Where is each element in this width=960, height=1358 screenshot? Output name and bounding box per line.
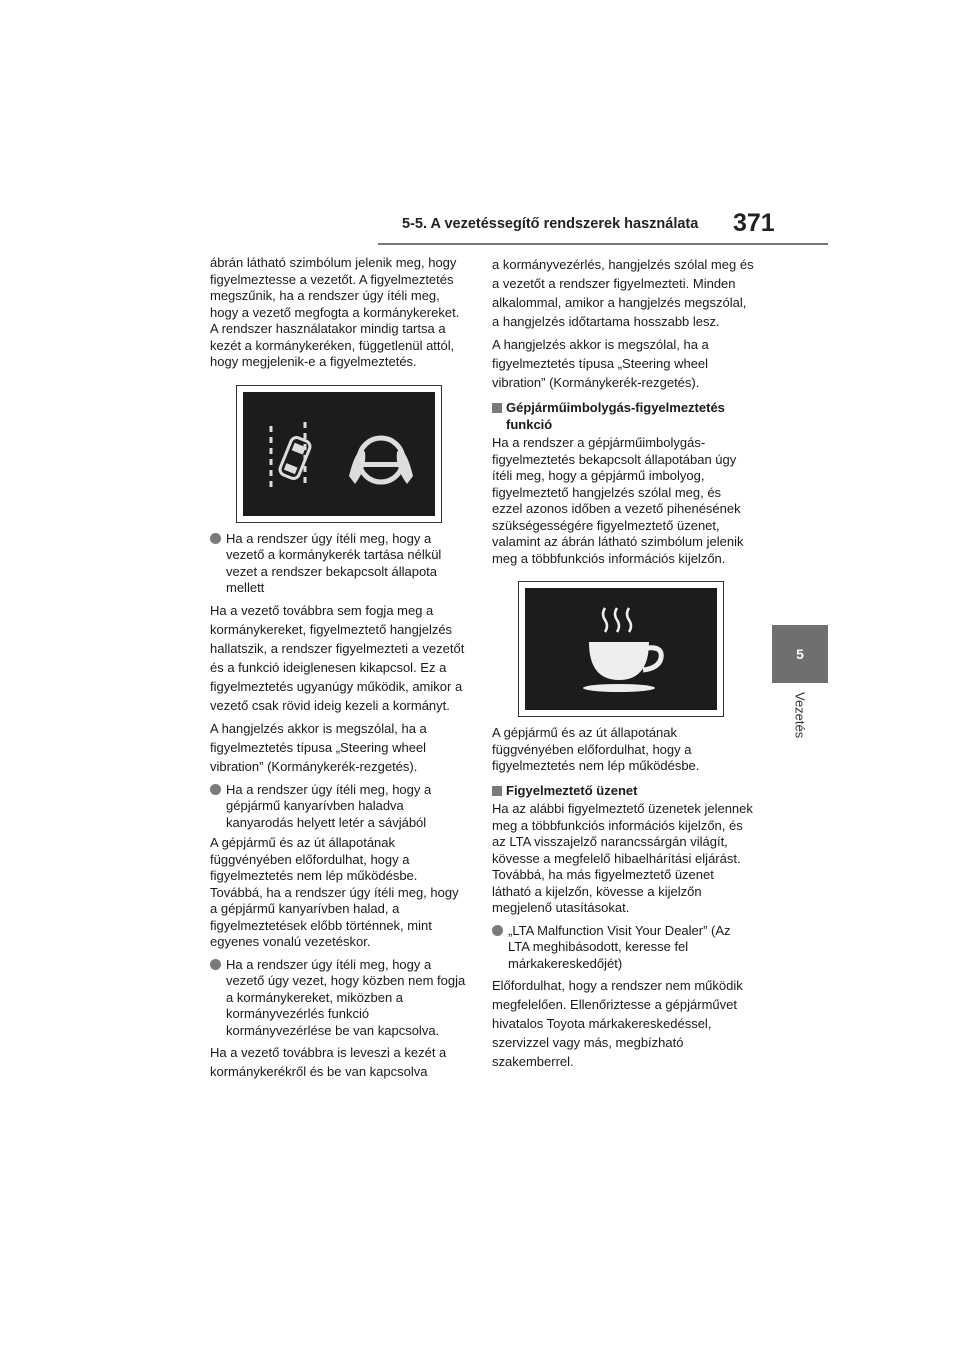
heading-text: Gépjárműimbolygás-figyelmeztetés funkció [506,400,725,432]
heading-square-icon [492,786,502,796]
chapter-label [789,692,811,762]
lane-warning-figure [236,385,442,523]
lane-warning-display [243,392,435,516]
body-paragraph: Ha az alábbi figyelmeztető üzenetek jelennek meg a többfunkciós információs kijelzőn, és az LTA visszajelző narancssárgán világít, kövesse a megfelelő hibaelhárítási eljárást. Továbbá, ha más figyelmeztető üzenet látható a kijelzőn, kövesse a kijelzőn megjelenő utasításokat. [492,801,753,915]
section-heading [492,400,754,433]
left-column [210,255,468,1085]
coffee-break-display [525,588,717,710]
bullet-item [492,923,754,973]
bullet-dot-icon [210,784,221,795]
body-paragraph: A hangjelzés akkor is megszólal, ha a figyelmeztetés típusa „Steering wheel vibration” (Kormánykerék-rezgetés). [492,337,709,390]
bullet-dot-icon [210,959,221,970]
coffee-cup-icon [525,588,717,710]
bullet-dot-icon [492,925,503,936]
body-paragraph: A gépjármű és az út állapotának függvényében előfordulhat, hogy a figyelmeztetés nem lép működésbe. [492,725,700,773]
bullet-item [210,531,468,597]
page-number: 371 [733,209,775,237]
section-title: 5-5. A vezetéssegítő rendszerek használata [402,216,699,232]
body-paragraph: Ha a vezető továbbra sem fogja meg a kormánykereket, figyelmeztető hangjelzés hallatszik, a rendszer figyelmezteti a vezetőt és a funkció ideiglenesen kikapcsol. Ez a figyelmeztetés ugyanúgy működik, amikor a vezető csak rövid ideig kezeli a kormányt. [210,602,465,713]
bullet-dot-icon [210,533,221,544]
bullet-text: Ha a rendszer úgy ítéli meg, hogy a gépjármű kanyarívben haladva kanyarodás helyett letér a sávjából [226,781,432,830]
body-paragraph: A hangjelzés akkor is megszólal, ha a figyelmeztetés típusa „Steering wheel vibration” (Kormánykerék-rezgetés). [210,720,427,774]
body-paragraph: A gépjármű és az út állapotának függvényében előfordulhat, hogy a figyelmeztetés nem lép működésbe. Továbbá, ha a rendszer úgy ítéli meg, hogy a gépjármű kanyarívben halad, a figyelmeztetések előbb történnek, mint egyenes vonalú vezetéskor. [210,835,459,949]
body-paragraph: a kormányvezérlés, hangjelzés szólal meg és a vezetőt a rendszer figyelmezteti. Minden alkalommal, amikor a hangjelzés megszólal, a hangjelzés időtartama hosszabb lesz. [492,257,754,329]
bullet-text: „LTA Malfunction Visit Your Dealer” (Az LTA meghibásodott, keresse fel márkakereskedőjét) [508,922,731,971]
body-paragraph: Előfordulhat, hogy a rendszer nem működik megfelelően. Ellenőriztesse a gépjárművet hivatalos Toyota márkakereskedéssel, szervizzel vagy más, megbízható szakemberrel. [492,978,743,1069]
lane-departure-hands-icon [243,392,435,516]
chapter-number: 5 [796,646,804,662]
header-divider [378,243,828,245]
body-paragraph: Ha a vezető továbbra is leveszi a kezét a kormánykerékről és be van kapcsolva [210,1045,447,1079]
coffee-break-figure [518,581,724,717]
right-column [492,255,754,1075]
chapter-tab [772,625,828,683]
intro-paragraph: ábrán látható szimbólum jelenik meg, hogy figyelmeztesse a vezetőt. A figyelmeztetés megszűnik, ha a rendszer úgy ítéli meg, hogy a vezető megfogta a kormánykereket. A rendszer használatakor mindig tartsa a kezét a kormánykeréken, függetlenül attól, hogy megjelenik-e a figyelmeztetés. [210,255,460,369]
bullet-text: Ha a rendszer úgy ítéli meg, hogy a vezető úgy vezet, hogy közben nem fogja a kormánykereket, miközben a kormányvezérlés funkció kormányvezérlése be van kapcsolva. [226,956,466,1038]
bullet-text: Ha a rendszer úgy ítéli meg, hogy a vezető a kormánykerék tartása nélkül vezet a rendszer bekapcsolt állapota mellett [226,530,442,595]
bullet-item [210,957,468,1040]
chapter-label-text: Vezetés [792,692,808,739]
section-heading [492,783,754,800]
heading-text: Figyelmeztető üzenet [506,782,638,798]
heading-square-icon [492,403,502,413]
bullet-item [210,782,468,832]
body-paragraph: Ha a rendszer a gépjárműimbolygás-figyelmeztetés bekapcsolt állapotában úgy ítéli meg, hogy a gépjármű imbolyog, figyelmeztető hangjelzés szólal meg, és ezzel azonos időben a vezető pihenésének szükségességére figyelmeztető üzenet, valamint az ábrán látható szimbólum jelenik meg a többfunkciós információs kijelzőn. [492,435,744,566]
